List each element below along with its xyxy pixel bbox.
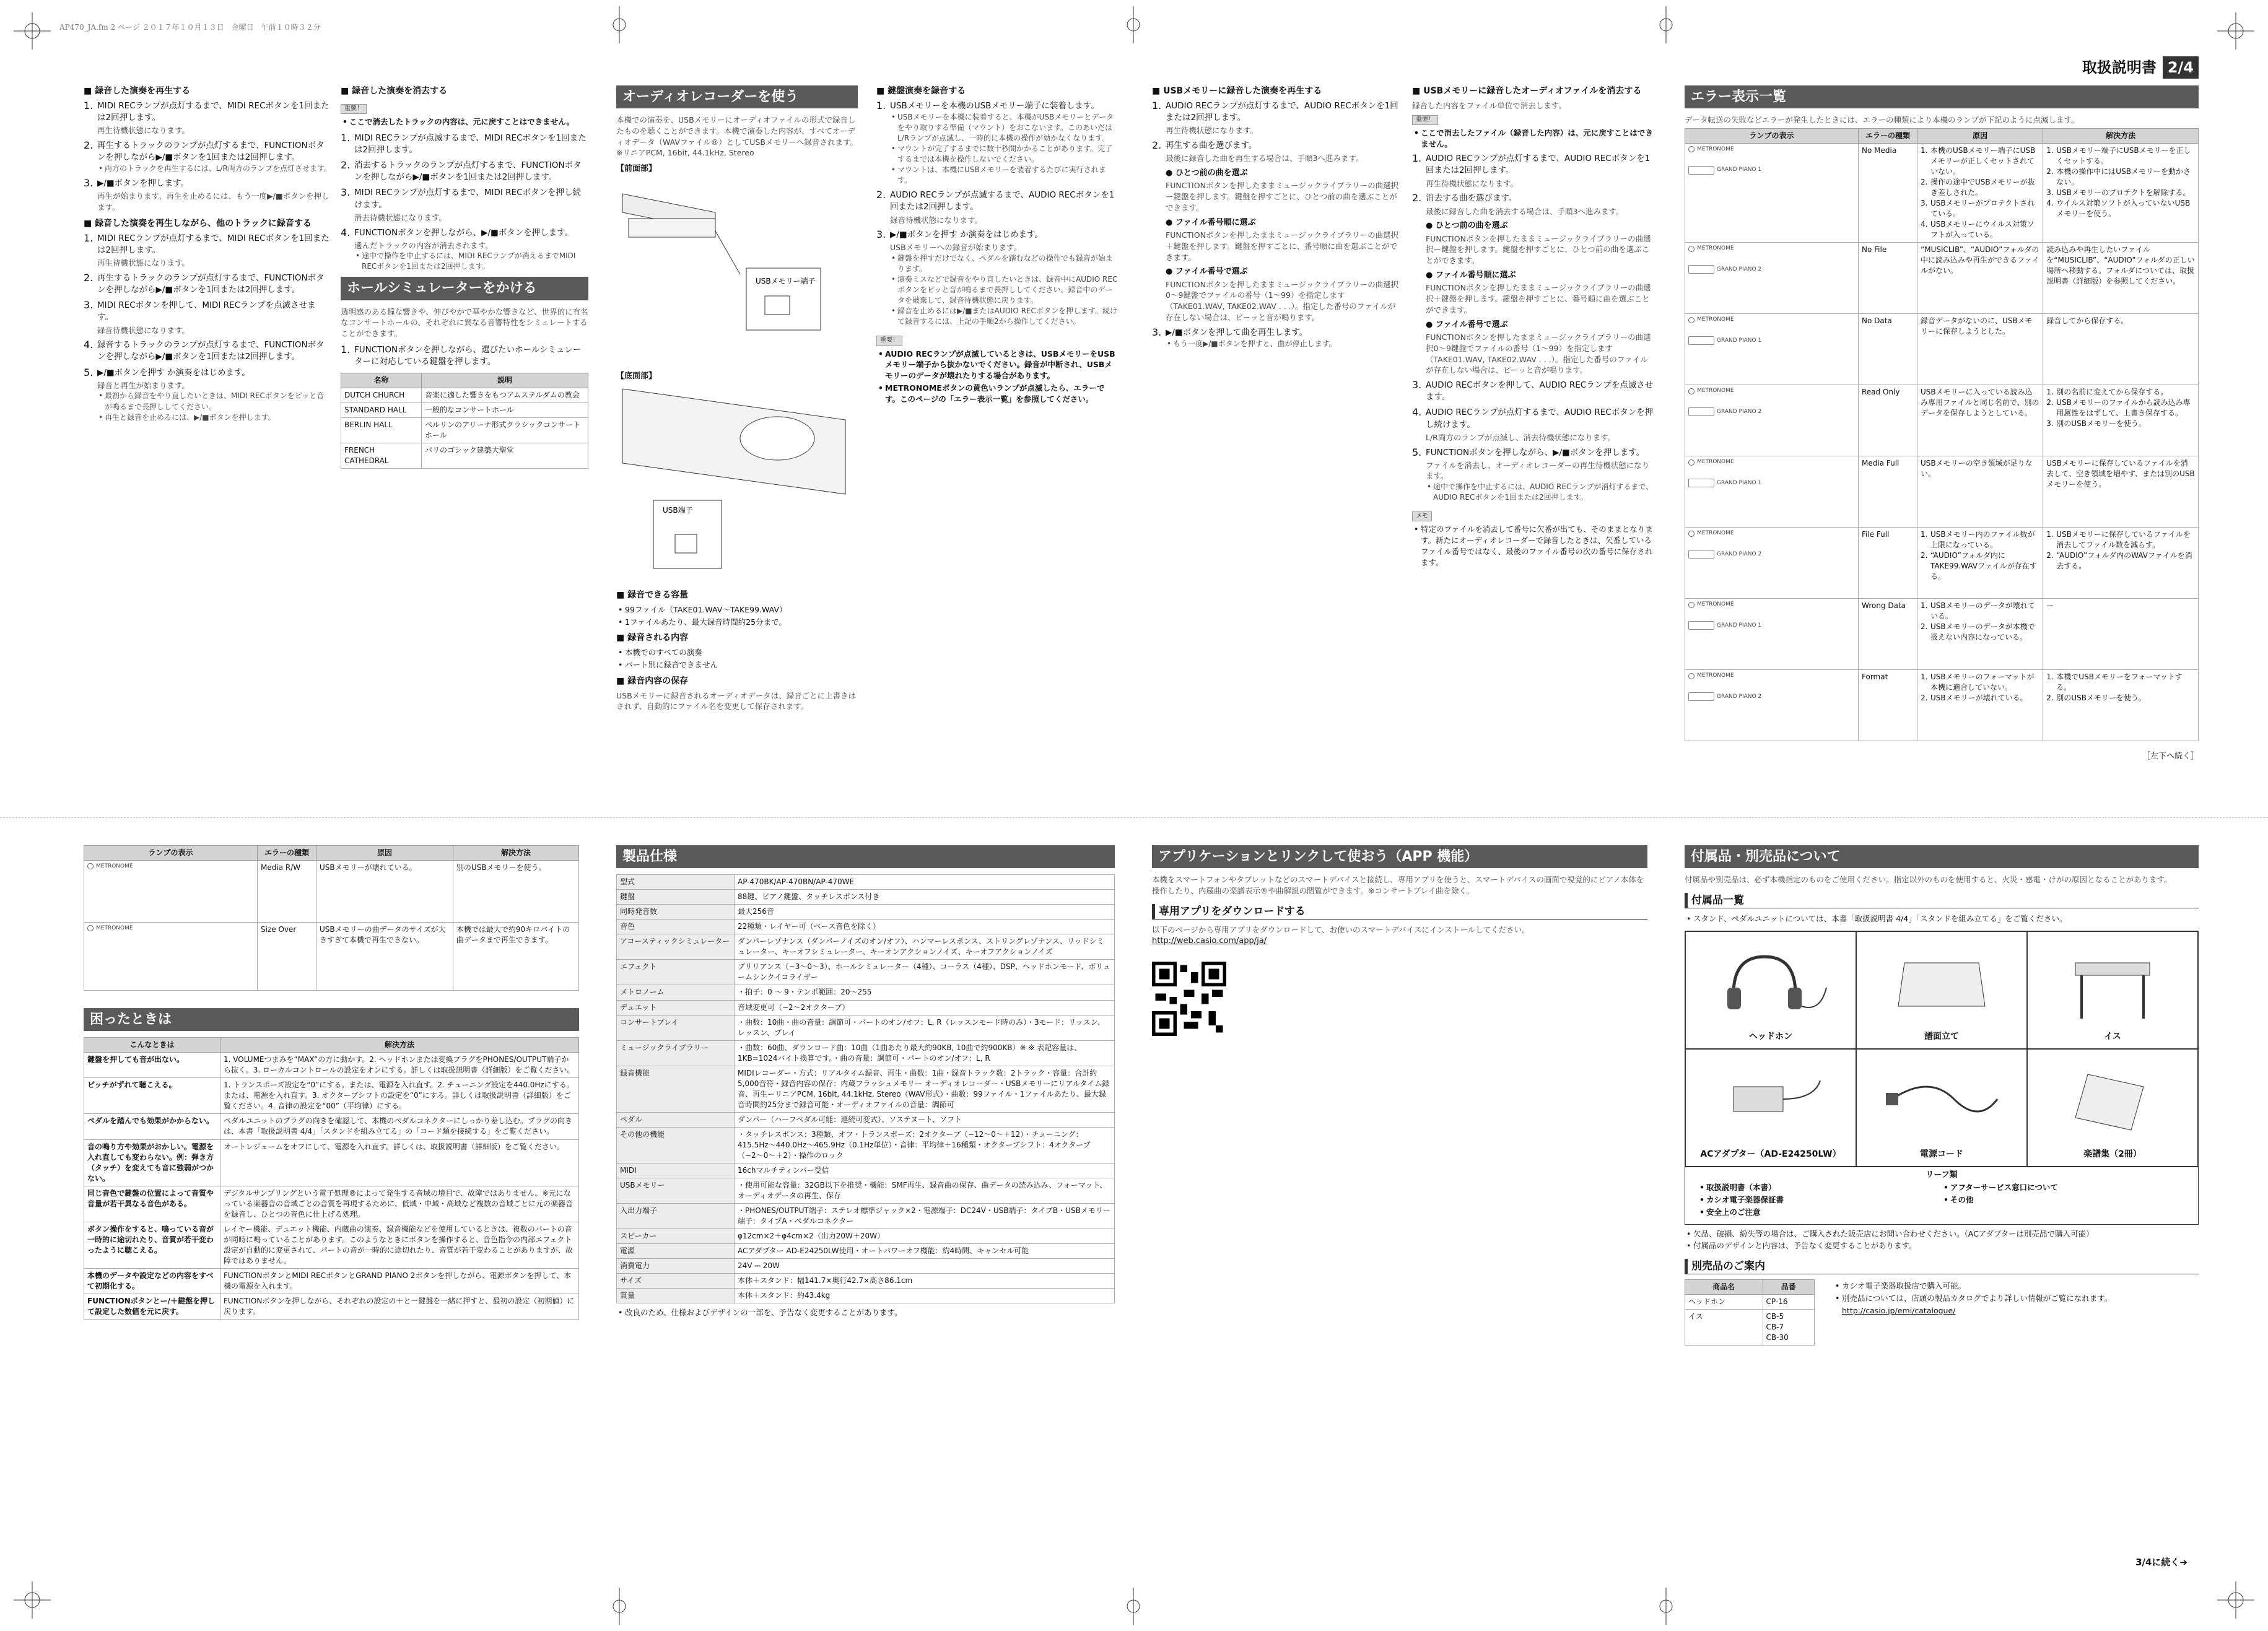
col-erase [341, 80, 588, 469]
section-heading: ■ USBメモリーに録音した演奏を再生する [1152, 85, 1400, 98]
table-row: ピッチがずれて聴こえる。 1. トランスポーズ設定を“0”にする。または、電源を入れ直す。2. チューニング設定を440.0Hzにする。または、電源を入れ直す。3. オクターブシフトの設定を“0”にする。詳しくは取扱説明書（詳細版）をご覧ください。4. 音律の設定を“00”（平均律）にする。 [84, 1078, 579, 1114]
lamp-display: METRONOME [1688, 672, 1855, 680]
table-row: MIDI 16chマルチティンバー受信 [617, 1163, 1115, 1178]
music-stand-icon [1880, 944, 2004, 1025]
warning-tag: 重要！ [876, 336, 902, 346]
fold-line [0, 817, 2268, 818]
step-list [1152, 100, 1400, 349]
section-heading: ■ 録音される内容 [616, 632, 858, 645]
button-icon [1688, 692, 1714, 701]
warning-text: • ここで消去したファイル（録音した内容）は、元に戻すことはできません。 [1412, 128, 1654, 150]
step: 5. ▶/■ボタンを押す か演奏をはじめます。 録音と再生が始まります。 • 最初から録音をやり直したいときは、MIDI RECボタンをピッと音が鳴るまで長押ししてください。 • 再生と録音を止めるには、▶/■ボタンを押します。 [84, 367, 331, 423]
crop-mark-icon [1647, 1588, 1685, 1625]
button-icon [1688, 479, 1714, 487]
book-icon [2051, 1062, 2174, 1136]
figure-label: 【底面部】 [616, 372, 657, 381]
metronome-led-icon [1688, 673, 1694, 679]
step-list [341, 344, 588, 368]
accessory-headphones: ヘッドホン [1685, 931, 1856, 1049]
list-item: • 本機でのすべての演奏 [616, 647, 858, 658]
button-icon [1688, 265, 1714, 274]
table-row: 電源 ACアダプター AD-E24250LW使用・オートパワーオフ機能：約4時間、キャンセル可能 [617, 1244, 1115, 1259]
table-row: METRONOME GRAND PIANO 1 No Data 録音データがないのに、USBメモリーに保存しようとした。 録音してから保存する。 [1685, 314, 2199, 385]
crop-mark-icon [2217, 1581, 2254, 1619]
table-row: アコースティックシミュレーター ダンパーレゾナンス（ダンパーノイズのオン/オフ）、ハンマーレスポンス、ストリングレゾナンス、リッドシミュレーター、キーオフシミュレーター、キーオンアクションノイズ、キーオフアクションノイズ [617, 934, 1115, 960]
step: 1. USBメモリーを本機のUSBメモリー端子に装着します。 • USBメモリーを本機に装着すると、本機がUSBメモリーとデータをやり取りする準備（マウント）をおこないます。このあいだはL/Rランプが点滅し、一時的に本機の操作が効かなくなります。 • マウントが完了するまでに数十秒間かかることがあります。完了するまでは本機を操作しないでください。 • マウントは、本機にUSBメモリーを装着するたびに実行されます。 [876, 100, 1118, 186]
table-row: ペダルを踏んでも効果がかからない。 ペダルユニットのプラグの向きを確認して、本機のペダルコネクターにしっかり差し込む。プラグの向きは、本書「取扱説明書 4/4」「スタンドを組み立てる」の「コード類を接続する」をご覧ください。 [84, 1114, 579, 1139]
metronome-led-icon [1688, 317, 1694, 323]
step-list [341, 133, 588, 272]
step: 2. AUDIO RECランプが点滅するまで、AUDIO RECボタンを1回または2回押します。 録音待機状態になります。 [876, 189, 1115, 225]
col-usb-erase [1412, 80, 1654, 569]
table-row: メトロノーム ・拍子：0 〜 9・テンポ範囲：20〜255 [617, 985, 1115, 1000]
list-item: • スタンド、ペダルユニットについては、本書「取扱説明書 4/4」「スタンドを組み立てる」をご覧ください。 [1685, 913, 2199, 924]
section-heading: ■ 録音した演奏を再生する [84, 85, 331, 98]
table-row: STANDARD HALL 一般的なコンサートホール [341, 403, 588, 418]
crop-mark-icon [601, 6, 638, 43]
col-app [1152, 845, 1647, 1040]
step: 2. 再生するトラックのランプが点灯するまで、FUNCTIONボタンを押しながら▶/■ボタンを1回または2回押します。 • 両方のトラックを再生するには、L/R両方のランプを点灯させます。 [84, 140, 331, 174]
hall-table: 名称 説明 DUTCH CHURCH 音楽に適した響きをもつアムステルダムの教会 STANDARD HALL 一般的なコンサートホール BERLIN HALL ベルリンのアリーナ形式クラシックコンサートホール FRENCH CATHEDRAL パリのゴシック建築大聖堂 [341, 373, 588, 469]
accessory-ac-adapter: ACアダプター（AD-E24250LW） [1685, 1049, 1856, 1167]
table-row: ボタン操作をすると、鳴っている音が一時的に途切れたり、音質が若干変わったように聴こえる。 レイヤー機能、デュエット機能、内蔵曲の演奏、録音機能などを使用しているときは、複数のパートの音が同時に鳴っていることがあります。このようなときにボタンを操作すると、音色指令の内部エフェクト設定が自動的に変更されて、パートの音が一時的に途切れたり、音質が若干変わることがありますが、故障ではありません。 [84, 1222, 579, 1268]
step: 1. AUDIO RECランプが点灯するまで、AUDIO RECボタンを1回または2回押します。 再生待機状態になります。 [1152, 99, 1398, 136]
leaflets-box: リーフ類 • 取扱説明書（本書） • カシオ電子楽器保証書 • 安全上のご注意 • アフターサービス窓口について • その他 [1685, 1167, 2199, 1225]
warning-text: • ここで消去したトラックの内容は、元に戻すことはできません。 [341, 116, 588, 128]
metronome-led-icon [1688, 459, 1694, 466]
crop-mark-icon [1115, 6, 1152, 43]
table-row: スピーカー φ12cm×2＋φ4cm×2（出力20W＋20W） [617, 1229, 1115, 1244]
trouble-table: こんなときは 解決方法 鍵盤を押しても音が出ない。 1. VOLUMEつまみを“MAX”の方に動かす。2. ヘッドホンまたは変換プラグをPHONES/OUTPUT端子から抜く。3. ローカルコントロールの設定をオンにする。詳しくは取扱説明書（詳細版）をご覧ください。 ピッチがずれて聴こえる。 1. トランスポーズ設定を“0”にする。または、電源を入れ直す。2. チューニング設定を440.0Hzにする。または、電源を入れ直す。3. オクターブシフトの設定を“0”にする。詳しくは取扱説明書（詳細版）をご覧ください。4. 音律の設定を“00”（平均律）にする。 ペダルを踏んでも効果がかからない。 ペダルユニットのプラグの向きを確認して、本機のペダルコネクターにしっかり差し込む。プラグの向きは、本書「取扱説明書 4/4」「スタンドを組み立てる」の「コード類を接続する」をご覧ください。 音の鳴り方や効果がおかしい。電源を入れ直しても変わらない。例：弾き方（タッチ）を変えても音に強弱がつかない。 オートレジュームをオフにして、電源を入れ直す。詳しくは、取扱説明書（詳細版）をご覧ください。 同じ音色で鍵盤の位置によって音質や音量が若干異なる音色がある。 デジタルサンプリングという電子処理®によって発生する音域の境目で、故障ではありません。※元になっている楽器音の音域ごとの音質を再現するために、低域・中域・高域など複数の音域ごとに元の楽器音を録音し、ひとつの音色に仕上げる処理。 ボタン操作をすると、鳴っている音が一時的に途切れたり、音質が若干変わったように聴こえる。 レイヤー機能、デュエット機能、内蔵曲の演奏、録音機能などを使用しているときは、複数のパートの音が同時に鳴っていることがあります。このようなときにボタンを操作すると、音色指令の内部エフェクト設定が自動的に変更されて、パートの音が一時的に途切れたり、音質が若干変わることがありますが、故障ではありません。 本機のデータや設定などの内容をすべて初期化する。 FUNCTIONボタンとMIDI RECボタンとGRAND PIANO 2ボタンを押しながら、電源ボタンを押して、本機の電源を入れます。 FUNCTIONボタンとー/＋鍵盤を押して設定した数値を元に戻す。 FUNCTIONボタンを押しながら、それぞれの設定の＋と－鍵盤を一緒に押すと、最初の設定（初期値）に戻ります。 [84, 1037, 579, 1320]
headphones-icon [1709, 944, 1833, 1025]
col-errors-cont [84, 845, 579, 1320]
lamp-display: METRONOME [87, 863, 254, 871]
step: 2. 消去する曲を選びます。 最後に録音した曲を消去する場合は、手順3へ進みます。 ● ひとつ前の曲を選ぶ FUNCTIONボタンを押したままミュージックライブラリーの曲選択ー鍵盤を押します。鍵盤を押すごとに、ひとつ前の曲を選ぶことができます。 ● ファイル番号順に選ぶ FUNCTIONボタンを押したままミュージックライブラリーの曲選択＋鍵盤を押します。鍵盤を押すごとに、番号順に曲を選ぶことができます。 ● ファイル番号で選ぶ FUNCTIONボタンを押したままミュージックライブラリーの曲選択0〜9鍵盤でファイルの番号（1〜99）を指定します（TAKE01.WAV, TAKE02.WAV . . .）。指定した番号のファイルが存在しない場合は、ピーッと音が鳴ります。 [1412, 193, 1654, 376]
qr-code-icon [1152, 962, 1226, 1036]
table-row: 消費電力 24V ⎓ 20W [617, 1259, 1115, 1274]
col-errors [1685, 85, 2199, 763]
paragraph: USBメモリーに録音されるオーディオデータは、録音ごとに上書きはされず、自動的にファイル名を変更して保存されます。 [616, 690, 857, 711]
optional-table: 商品名 品番 ヘッドホン CP-16 イス CB-5 CB-7 CB-30 [1685, 1279, 1815, 1346]
table-row: 音色 22種類・レイヤー可（ベース音色を除く） [617, 920, 1115, 934]
table-row: FRENCH CATHEDRAL パリのゴシック建築大聖堂 [341, 443, 588, 469]
paragraph: 以下のページから専用アプリをダウンロードして、お使いのスマートデバイスにインストールしてください。 [1152, 924, 1530, 934]
step: 1. MIDI RECランプが点滅するまで、MIDI RECボタンを1回または2回押します。 [341, 131, 587, 155]
subsection-heading: 付属品一覧 [1685, 893, 2199, 908]
list-item: • 別売品については、店頭の製品カタログでより詳しい情報がご覧になれます。 [1833, 1293, 2112, 1304]
table-row: METRONOME Size Over USBメモリーの曲データのサイズが大きすぎて本機で再生できない。 本機では最大で約90キロバイトの曲データまで再生できます。 [84, 923, 579, 991]
table-row: 鍵盤を押しても音が出ない。 1. VOLUMEつまみを“MAX”の方に動かす。2. ヘッドホンまたは変換プラグをPHONES/OUTPUT端子から抜く。3. ローカルコントロールの設定をオンにする。詳しくは取扱説明書（詳細版）をご覧ください。 [84, 1053, 579, 1078]
lamp-display: METRONOME [1688, 458, 1855, 466]
step-list [84, 233, 331, 423]
paragraph: 本機をスマートフォンやタブレットなどのスマートデバイスと接続し、専用アプリを使うと、スマートデバイスの画面で視覚的にピアノ本体を操作したり、内蔵曲の楽譜表示®や曲解説の閲覧ができます。※コンサートプレイ曲を除く。 [1152, 875, 1644, 895]
next-page-note: 3/4に続く➔ [2135, 1556, 2187, 1568]
table-row: 入出力端子 ・PHONES/OUTPUT端子：ステレオ標準ジャック×2・電源端子：DC24V・USB端子：タイプB・USBメモリー端子：タイプA・ペダルコネクター [617, 1204, 1115, 1229]
crop-mark-icon [14, 1581, 51, 1619]
lamp-display: METRONOME [1688, 387, 1855, 395]
subsection-heading: 別売品のご案内 [1685, 1259, 2199, 1274]
paragraph: 録音した内容をファイル単位で消去します。 [1412, 100, 1566, 110]
lamp-display: METRONOME [1688, 146, 1855, 154]
step: 1. AUDIO RECランプが点灯するまで、AUDIO RECボタンを1回または2回押します。 再生待機状態になります。 [1412, 152, 1651, 188]
app-url-link[interactable]: http://web.casio.com/app/ja/ [1152, 936, 1267, 946]
table-row: 本機のデータや設定などの内容をすべて初期化する。 FUNCTIONボタンとMIDI RECボタンとGRAND PIANO 2ボタンを押しながら、電源ボタンを押して、本機の電源を入れます。 [84, 1268, 579, 1294]
page-badge: 2/4 [2163, 56, 2199, 79]
table-row: 同じ音色で鍵盤の位置によって音質や音量が若干異なる音色がある。 デジタルサンプリングという電子処理®によって発生する音域の境目で、故障ではありません。※元になっている楽器音の音域ごとの音質を再現するために、低域・中域・高域など複数の音域ごとに元の楽器音を録音し、ひとつの音色に仕上げる処理。 [84, 1186, 579, 1222]
step: 4. FUNCTIONボタンを押しながら、▶/■ボタンを押します。 選んだトラックの内容が消去されます。 • 途中で操作を中止するには、MIDI RECランプが消えるまでMIDI RECボタンを1回または2回押します。 [341, 227, 588, 272]
table-row: 質量 本体＋スタンド：約43.4kg [617, 1289, 1115, 1303]
warning-text: • AUDIO RECランプが点滅しているときは、USBメモリーをUSBメモリー端子から抜かないでください。録音が中断され、USBメモリーのデータが壊れたりする場合があります。 [876, 349, 1118, 381]
table-row: エフェクト ブリリアンス（−3〜0〜3）、ホールシミュレーター（4種）、コーラス（4種）、DSP、ヘッドホンモード、ボリュームシンクイコライザー [617, 960, 1115, 985]
section-heading: ■ 録音できる容量 [616, 589, 858, 602]
button-icon [1688, 621, 1714, 630]
step-list [876, 100, 1118, 328]
col-accessories [1685, 845, 2199, 1346]
table-row: 同時発音数 最大256音 [617, 905, 1115, 920]
table-row: METRONOME GRAND PIANO 1 Wrong Data 1. USBメモリーのデータが壊れている。 2. USBメモリーのデータが本機で扱えない内容になっている。 ー [1685, 599, 2199, 670]
step: 2. 再生する曲を選びます。 最後に録音した曲を再生する場合は、手順3へ進みます。 ● ひとつ前の曲を選ぶ FUNCTIONボタンを押したままミュージックライブラリーの曲選択ー鍵盤を押します。鍵盤を押すごとに、ひとつ前の曲を選ぶことができます。 ● ファイル番号順に選ぶ FUNCTIONボタンを押したままミュージックライブラリーの曲選択＋鍵盤を押します。鍵盤を押すごとに、番号順に曲を選ぶことができます。 ● ファイル番号で選ぶ FUNCTIONボタンを押したままミュージックライブラリーの曲選択0〜9鍵盤でファイルの番号（1〜99）を指定します（TAKE01.WAV, TAKE02.WAV . . .）。指定した番号のファイルが存在しない場合は、ピーッと音が鳴ります。 [1152, 140, 1400, 323]
section-bar: オーディオレコーダーを使う [616, 85, 858, 108]
figure-label: 【前面部】 [616, 164, 657, 174]
error-table: ランプの表示 エラーの種類 原因 解決方法 METRONOME GRAND PIANO 1 No Media 1. 本機のUSBメモリー端子にUSBメモリーが正しくセットされていない。 2. 操作の途中でUSBメモリーが抜き差しされた。 3. USBメモリーがプロテクトされている。 4. USBメモリーにウイルス対策ソフトが入っている。 1. USBメモリー端子にUSBメモリーを正しくセットする。 2. 本機の操作中にはUSBメモリーを動かさない。 3. USBメモリーのプロテクトを解除する。 4. ウイルス対策ソフトが入っていないUSBメモリーを使う。 METRONOME GRAND PIANO 2 No File “MUSICLIB”、“AUDIO”フォルダの中に読み込みや再生ができるファイルがない。 読み込みや再生したいファイルを“MUSICLIB”、“AUDIO”フォルダの正しい場所へ移動する。フォルダについては、取扱説明書（詳細版）を参照してください。 METRONOME GRAND PIANO 1 No Data 録音データがないのに、USBメモリーに保存しようとした。 録音してから保存する。 METRONOME GRAND PIANO 2 Read Only USBメモリーに入っている読み込み専用ファイルと同じ名前で、別のデータを保存しようとしている。 1. 別の名前に変えてから保存する。 2. USBメモリーのファイルから読み込み専用属性をはずして、上書き保存する。 3. 別のUSBメモリーを使う。 METRONOME GRAND PIANO 1 Media Full USBメモリーの空き領域が足りない。 USBメモリーに保存しているファイルを消去して、空き領域を増やす、または別のUSBメモリーを使う。 METRONOME GRAND PIANO 2 File Full 1. USBメモリー内のファイル数が上限になっている。 2. “AUDIO”フォルダ内にTAKE99.WAVファイルが存在する。 1. USBメモリーに保存しているファイルを消去してファイル数を減らす。 2. “AUDIO”フォルダ内のWAVファイルを消去する。 METRONOME GRAND PIANO 1 Wrong Data 1. USBメモリーのデータが壊れている。 2. USBメモリーのデータが本機で扱えない内容になっている。 ー METRONOME GRAND PIANO 2 Format 1. USBメモリーのフォーマットが本機に適合していない。 2. USBメモリーが壊れている。 1. 本機でUSBメモリーをフォーマットする。 2. 別のUSBメモリーを使う。 [1685, 128, 2199, 741]
metronome-led-icon [1688, 146, 1694, 152]
table-row: コンサートプレイ ・曲数：10曲・曲の音量：調節可・パートのオン/オフ：L, R（レッスンモード時のみ）・3モード：リッスン、レッスン、プレイ [617, 1015, 1115, 1040]
footnote: • 改良のため、仕様およびデザインの一部を、予告なく変更することがあります。 [616, 1307, 1115, 1318]
table-row: METRONOME GRAND PIANO 2 File Full 1. USBメモリー内のファイル数が上限になっている。 2. “AUDIO”フォルダ内にTAKE99.WAVファイルが存在する。 1. USBメモリーに保存しているファイルを消去してファイル数を減らす。 2. “AUDIO”フォルダ内のWAVファイルを消去する。 [1685, 528, 2199, 599]
metronome-led-icon [1688, 388, 1694, 394]
step: 4. AUDIO RECランプが点灯するまで、AUDIO RECボタンを押し続けます。 L/R両方のランプが点滅し、消去待機状態になります。 [1412, 406, 1654, 442]
list-item: • 1ファイルあたり、最大録音時間約25分まで。 [616, 617, 858, 628]
error-table-cont: ランプの表示 エラーの種類 原因 解決方法 METRONOME Media R/W USBメモリーが壊れている。 別のUSBメモリーを使う。 METRONOME Size Over USBメモリーの曲データのサイズが大きすぎて本機で再生できない。 本機では最大で約90キロバイトの曲データまで再生できます。 [84, 845, 579, 991]
lamp-display: METRONOME [1688, 601, 1855, 609]
crop-mark-icon [2217, 12, 2254, 50]
accessory-power-cord: 電源コード [1856, 1049, 2027, 1167]
table-row: ペダル ダンパー（ハーフペダル可能：連続可変式）、ソステヌート、ソフト [617, 1112, 1115, 1127]
metronome-led-icon [1688, 602, 1694, 608]
metronome-led-icon [1688, 246, 1694, 252]
step: 3. ▶/■ボタンを押します。 再生が始まります。再生を止めるには、もう一度▶/■ボタンを押します。 [84, 177, 329, 212]
lamp-display: METRONOME [1688, 316, 1855, 324]
col-audio-recorder [616, 85, 858, 712]
step: 1. MIDI RECランプが点灯するまで、MIDI RECボタンを1回または2回押します。 再生待機状態になります。 [84, 99, 329, 136]
table-row: ヘッドホン CP-16 [1685, 1295, 1815, 1310]
subsection-heading: 専用アプリをダウンロードする [1152, 904, 1647, 920]
memo-tag: メモ [1412, 511, 1432, 521]
button-icon [1688, 407, 1714, 416]
section-heading: ■ 録音した演奏を消去する [341, 85, 588, 98]
table-row: デュエット 音域変更可（−2〜2オクターブ） [617, 1000, 1115, 1015]
lamp-display: METRONOME [87, 924, 254, 933]
step: 3. ▶/■ボタンを押す か演奏をはじめます。 USBメモリーへの録音が始まります。 • 鍵盤を押すだけでなく、ペダルを踏むなどの操作でも録音が始まります。 • 演奏ミスなどで録音をやり直したいときは、録音中にAUDIO RECボタンをピッと音が鳴るまで長押ししてください。録音中のデータを破棄して、録音待機状態に戻ります。 • 録音を止めるには▶/■またはAUDIO RECボタンを押します。続けて録音するには、上記の手順2から操作してください。 [876, 229, 1118, 327]
button-icon [1688, 166, 1714, 175]
button-icon [1688, 336, 1714, 345]
bench-icon [2051, 944, 2174, 1025]
lamp-display: METRONOME [1688, 245, 1855, 253]
bottom-panel-figure [616, 383, 852, 581]
step: 3. AUDIO RECボタンを押して、AUDIO RECランプを点滅させます。 [1412, 379, 1654, 402]
step: 3. MIDI RECボタンを押して、MIDI RECランプを点滅させます。 録音待機状態になります。 [84, 299, 316, 335]
section-heading: ■ 録音した演奏を再生しながら、他のトラックに録音する [84, 218, 331, 230]
svg-text:USB端子: USB端子 [663, 505, 693, 515]
col-usb-playback [1152, 80, 1400, 354]
section-bar: エラー表示一覧 [1685, 85, 2199, 108]
warning-tag: 重要！ [1412, 115, 1438, 125]
crop-mark-icon [1115, 1588, 1152, 1625]
section-bar: 付属品・別売品について [1685, 845, 2199, 868]
manual-title: 取扱説明書 2/4 [2082, 57, 2199, 78]
list-item: • 付属品のデザインと内容は、予告なく変更することがあります。 [1685, 1240, 2199, 1251]
table-row: METRONOME GRAND PIANO 2 Read Only USBメモリーに入っている読み込み専用ファイルと同じ名前で、別のデータを保存しようとしている。 1. 別の名前に変えてから保存する。 2. USBメモリーのファイルから読み込み専用属性をはずして、上書き保存する。 3. 別のUSBメモリーを使う。 [1685, 385, 2199, 456]
table-row: サイズ 本体＋スタンド：幅141.7×奥行42.7×高さ86.1cm [617, 1274, 1115, 1289]
lamp-display: METRONOME [1688, 529, 1855, 537]
step: 3. ▶/■ボタンを押して曲を再生します。 • もう一度▶/■ボタンを押すと、曲が停止します。 [1152, 327, 1400, 349]
print-header: AP470_JA.fm 2 ページ ２０１７年１０月１３日 金曜日 午前１０時３２分 [59, 23, 321, 32]
table-row: METRONOME GRAND PIANO 1 Media Full USBメモリーの空き領域が足りない。 USBメモリーに保存しているファイルを消去して、空き領域を増やす、または別のUSBメモリーを使う。 [1685, 456, 2199, 528]
section-bar: 困ったときは [84, 1008, 579, 1031]
warning-text: • METRONOMEボタンの黄色いランプが点滅したら、エラーです。このページの「エラー表示一覧」を参照してください。 [876, 383, 1118, 405]
table-row: 型式 AP-470BK/AP-470BN/AP-470WE [617, 875, 1115, 890]
crop-mark-icon [1647, 6, 1685, 43]
step: 4. 録音するトラックのランプが点灯するまで、FUNCTIONボタンを押しながら▶/■ボタンを1回または2回押します。 [84, 339, 325, 362]
section-bar: 製品仕様 [616, 845, 1115, 868]
table-row: イス CB-5 CB-7 CB-30 [1685, 1310, 1815, 1346]
crop-mark-icon [14, 12, 51, 50]
power-cord-icon [1880, 1062, 2004, 1136]
button-icon [1688, 550, 1714, 559]
accessory-score-book: 楽譜集（2冊） [2027, 1049, 2198, 1167]
table-row: FUNCTIONボタンとー/＋鍵盤を押して設定した数値を元に戻す。 FUNCTIONボタンを押しながら、それぞれの設定の＋と－鍵盤を一緒に押すと、最初の設定（初期値）に戻ります。 [84, 1294, 579, 1319]
catalogue-url-link[interactable]: http://casio.jp/emi/catalogue/ [1842, 1305, 1956, 1315]
list-item: • カシオ電子楽器取扱店で購入可能。 [1833, 1281, 2112, 1292]
memo-text: • 特定のファイルを消去して番号に欠番が出ても、そのままとなります。新たにオーディオレコーダーで録音したときは、欠番しているファイル番号ではなく、最後のファイル番号の次の番号に保存されます。 [1412, 524, 1654, 568]
accessory-music-stand: 譜面立て [1856, 931, 2027, 1049]
list-item: • パート別に録音できません [616, 659, 858, 671]
continue-note: ［左下へ続く］ [2142, 752, 2199, 762]
step: 1. MIDI RECランプが点灯するまで、MIDI RECボタンを1回または2回押します。 再生待機状態になります。 [84, 232, 329, 268]
list-item: • 欠品、破損、紛失等の場合は、ご購入された販売店にお問い合わせください。（ACアダプターは別売品で購入可能） [1685, 1229, 2199, 1240]
step: 5. FUNCTIONボタンを押しながら、▶/■ボタンを押します。 ファイルを消去し、オーディオレコーダーの再生待機状態になります。 • 途中で操作を中止するには、AUDIO RECランプが消灯するまで、AUDIO RECボタンを1回または2回押します。 [1412, 447, 1654, 503]
step-list [1412, 153, 1654, 503]
step: 3. MIDI RECランプが点灯するまで、MIDI RECボタンを押し続けます。 消去待機状態になります。 [341, 186, 581, 222]
col-playback [84, 80, 331, 428]
ac-adapter-icon [1709, 1062, 1833, 1136]
col-keyboard-record [876, 80, 1118, 406]
table-row: 鍵盤 88鍵、ピアノ鍵盤、タッチレスポンス付き [617, 890, 1115, 905]
step: 2. 再生するトラックのランプが点灯するまで、FUNCTIONボタンを押しながら▶/■ボタンを1回または2回押します。 [84, 271, 325, 295]
section-heading: ■ 録音内容の保存 [616, 676, 858, 688]
section-heading: ■ USBメモリーに録音したオーディオファイルを消去する [1412, 85, 1654, 98]
table-row: METRONOME GRAND PIANO 2 Format 1. USBメモリーのフォーマットが本機に適合していない。 2. USBメモリーが壊れている。 1. 本機でUSBメモリーをフォーマットする。 2. 別のUSBメモリーを使う。 [1685, 670, 2199, 741]
table-row: DUTCH CHURCH 音楽に適した響きをもつアムステルダムの教会 [341, 388, 588, 403]
table-row: その他の機能 ・タッチレスポンス：3種類、オフ・トランスポーズ：2オクターブ（−12〜0〜＋12）・チューニング：415.5Hz〜440.0Hz〜465.9Hz（0.1Hz単位）・音律：平均律＋16種類・オクターブシフト：4オクターブ（−2〜0〜＋2）・操作のロック [617, 1127, 1115, 1163]
section-bar: ホールシミュレーターをかける [341, 277, 588, 300]
paragraph: 本機での演奏を、USBメモリーにオーディオファイルの形式で録音したものを聴くことができます。本機で演奏した内容が、すべてオーディオデータ（WAVファイル®）としてUSBメモリーへ録音されます。※リニアPCM, 16bit, 44.1kHz, Stereo [616, 115, 858, 158]
step-list [84, 100, 331, 213]
paragraph: 透明感のある鐘な響きや、伸びやかで華やかな響きなど、世界的に有名なコンサートホールの、それぞれに異なる音響特性をシミュレートすることができます。 [341, 307, 588, 339]
step: 1. FUNCTIONボタンを押しながら、選びたいホールシミュレーターに対応している鍵盤を押します。 [341, 343, 582, 367]
table-row: ミュージックライブラリー ・曲数：60曲、ダウンロード曲：10曲（1曲あたり最大約90KB, 10曲で約900KB）※ ※ 表記容量は、1KB=1024バイト換算です。・曲の音量：調節可・パートのオン/オフ：L, R [617, 1040, 1115, 1066]
table-row: METRONOME GRAND PIANO 1 No Media 1. 本機のUSBメモリー端子にUSBメモリーが正しくセットされていない。 2. 操作の途中でUSBメモリーが抜き差しされた。 3. USBメモリーがプロテクトされている。 4. USBメモリーにウイルス対策ソフトが入っている。 1. USBメモリー端子にUSBメモリーを正しくセットする。 2. 本機の操作中にはUSBメモリーを動かさない。 3. USBメモリーのプロテクトを解除する。 4. ウイルス対策ソフトが入っていないUSBメモリーを使う。 [1685, 144, 2199, 243]
spec-table [616, 874, 1115, 1303]
table-row: 録音機能 MIDIレコーダー・方式：リアルタイム録音、再生・曲数：1曲・録音トラック数：2トラック・容量：合計約5,000音符・録音内容の保存：内蔵フラッシュメモリー オーディオレコーダー・USBメモリーにリアルタイム録音、再生ーリニアPCM, 16bit, 44.1kHz, Stereo（WAV形式）・曲数：99ファイル・1ファイルあたり、最大録音時間約25分まで録音可能・オーディオファイルの音量：調節可 [617, 1066, 1115, 1112]
metronome-led-icon [1688, 531, 1694, 537]
paragraph: データ転送の失敗などエラーが発生したときには、エラーの種類により本機のランプが下記のように点滅します。 [1685, 115, 2079, 125]
col-specs [616, 845, 1115, 1320]
table-row: BERLIN HALL ベルリンのアリーナ形式クラシックコンサートホール [341, 418, 588, 443]
step: 2. 消去するトラックのランプが点灯するまで、FUNCTIONボタンを押しながら▶/■ボタンを1回または2回押します。 [341, 159, 582, 183]
table-row: USBメモリー ・使用可能な容量：32GB以下を推奨・機能：SMF再生、録音曲の保存、曲データの読み込み、フォーマット、オーディオデータの再生、保存 [617, 1178, 1115, 1203]
accessory-bench: イス [2027, 931, 2198, 1049]
front-panel-figure [616, 175, 852, 367]
paragraph: 付属品や別売品は、必ず本機指定のものをご使用ください。指定以外のものを使用すると、火災・感電・けがの原因となることがあります。 [1685, 875, 2172, 885]
section-bar: アプリケーションとリンクして使おう（APP 機能） [1152, 845, 1647, 868]
table-row: 音の鳴り方や効果がおかしい。電源を入れ直しても変わらない。例：弾き方（タッチ）を変えても音に強弱がつかない。 オートレジュームをオフにして、電源を入れ直す。詳しくは、取扱説明書（詳細版）をご覧ください。 [84, 1139, 579, 1186]
accessory-grid [1685, 931, 2199, 1167]
table-row: METRONOME Media R/W USBメモリーが壊れている。 別のUSBメモリーを使う。 [84, 861, 579, 923]
list-item: • 99ファイル（TAKE01.WAV〜TAKE99.WAV） [616, 604, 858, 615]
warning-tag: 重要！ [341, 104, 367, 114]
crop-mark-icon [601, 1588, 638, 1625]
svg-text:USBメモリー端子: USBメモリー端子 [756, 276, 816, 285]
table-row: METRONOME GRAND PIANO 2 No File “MUSICLIB”、“AUDIO”フォルダの中に読み込みや再生ができるファイルがない。 読み込みや再生したいファイルを“MUSICLIB”、“AUDIO”フォルダの正しい場所へ移動する。フォルダについては、取扱説明書（詳細版）を参照してください。 [1685, 243, 2199, 314]
section-heading: ■ 鍵盤演奏を録音する [876, 85, 1118, 98]
